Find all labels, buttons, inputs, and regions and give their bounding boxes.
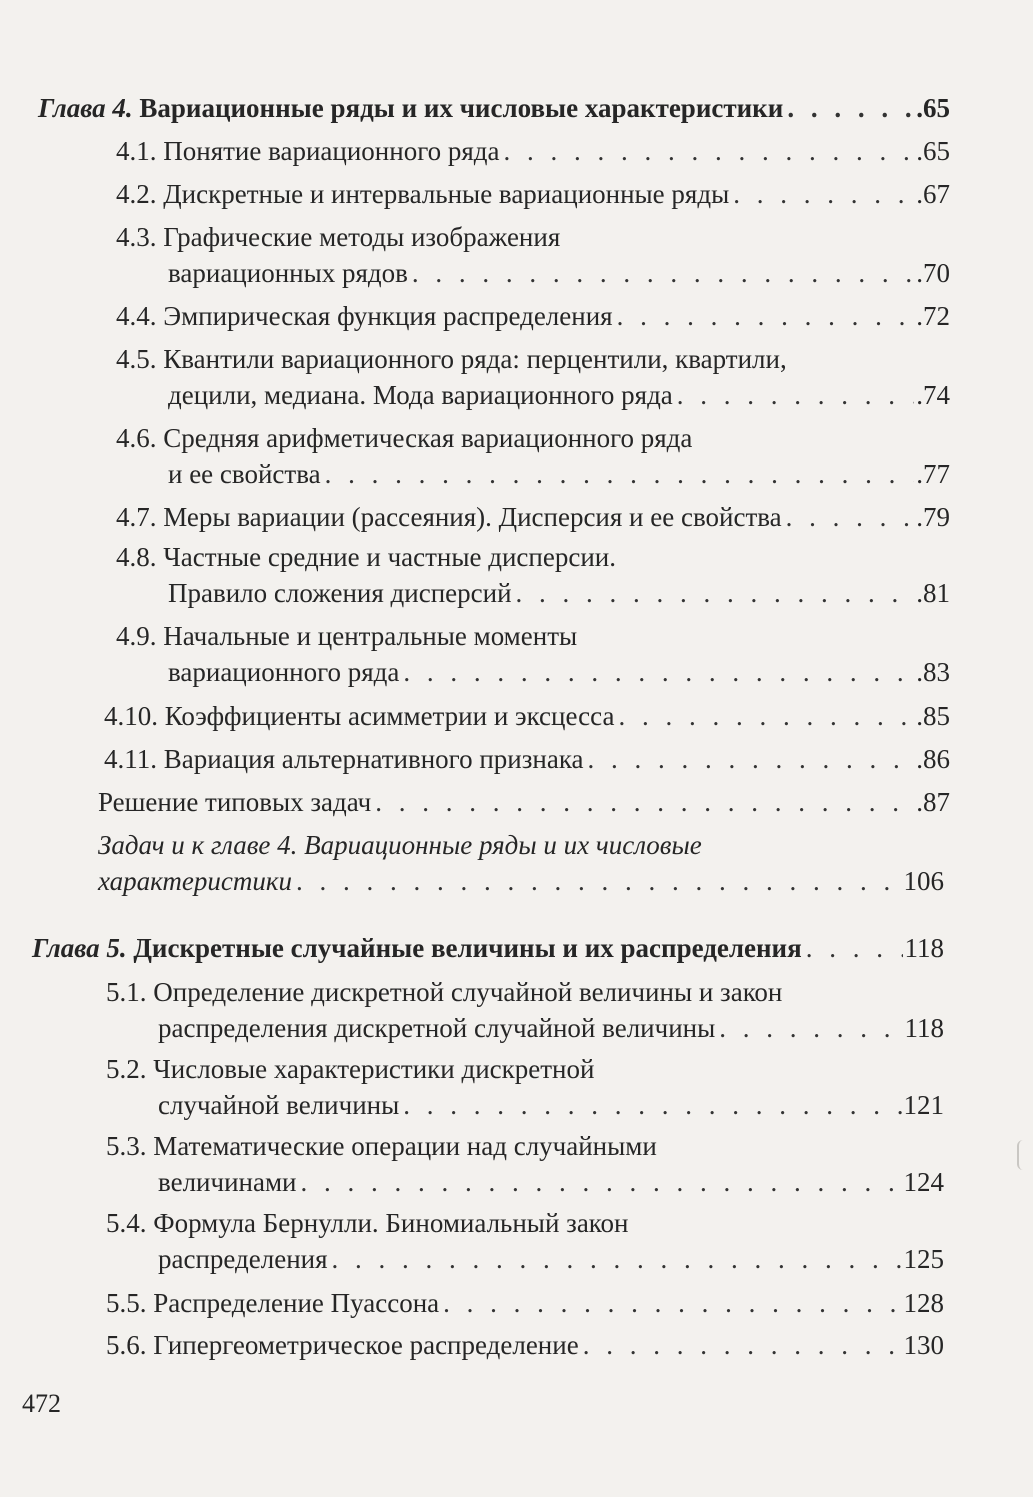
entry-number: 5.6. [106,1330,147,1360]
entry-page: .74 [916,380,950,410]
entry-page: .65 [916,136,950,166]
toc-entry-4-2 [116,178,950,210]
leader-dots [301,1166,902,1198]
entry-title-cont: характеристики [98,866,292,896]
toc-solutions-4 [98,786,950,818]
entry-page: .72 [916,301,950,331]
entry-title-cont: величинами [158,1167,297,1197]
entry-title-cont: децили, медиана. Мода вариационного ряда [168,380,673,410]
toc-entry-4-11 [104,743,950,775]
leader-dots [677,379,914,411]
toc-entry-4-10 [104,700,950,732]
toc-entry-4-6-line1 [116,422,692,454]
entry-title: Меры вариации (рассеяния). Дисперсия и ее свойства [163,502,782,532]
toc-entry-4-6-line2 [168,458,950,490]
entry-title-cont: распределения [158,1244,328,1274]
toc-problems-4-line1: Задач и к главе 4. Вариационные ряды и их числовые [98,830,702,860]
toc-entry-4-1 [116,135,950,167]
leader-dots [806,932,903,964]
chapter-5-heading [32,932,944,964]
toc-entry-5-1-line1 [106,976,782,1008]
entry-page: 121 [903,1090,944,1120]
toc-problems-4-line2 [98,865,944,897]
entry-number: 4.7. [116,502,157,532]
entry-page: 124 [903,1167,944,1197]
leader-dots [375,786,914,818]
entry-number: 5.5. [106,1288,147,1318]
entry-title: Дискретные и интервальные вариационные ряды [163,179,730,209]
chapter-4-title: Вариационные ряды и их числовые характеристики [139,93,784,123]
leader-dots [332,1243,902,1275]
chapter-4-label: Глава 4. [38,93,133,123]
entry-title-cont: вариационного ряда [168,657,400,687]
chapter-4-heading [38,92,950,124]
entry-page: .79 [916,502,950,532]
toc-entry-5-6 [106,1329,944,1361]
toc-entry-5-3-line1 [106,1130,657,1162]
chapter-5-page: 118 [904,933,944,963]
toc-entry-4-5-line1 [116,343,787,375]
chapter-5-label: Глава 5. [32,933,127,963]
leader-dots [786,501,915,533]
entry-number: 5.1. [106,977,147,1007]
leader-dots [787,92,914,124]
entry-title: Распределение Пуассона [153,1288,440,1318]
entry-title-cont: Правило сложения дисперсий [168,578,512,608]
entry-title: Гипергеометрическое распределение [153,1330,579,1360]
leader-dots [412,257,914,289]
entry-title: Формула Бернулли. Биномиальный закон [153,1208,629,1238]
toc-entry-5-1-line2 [158,1012,944,1044]
leader-dots [296,865,902,897]
entry-number: 4.6. [116,423,157,453]
leader-dots [733,178,914,210]
entry-number: 4.3. [116,222,157,252]
leader-dots [618,700,914,732]
leader-dots [588,743,915,775]
entry-page: .77 [916,459,950,489]
entry-page: 118 [904,1013,944,1043]
chapter-5-title: Дискретные случайные величины и их распределения [133,933,802,963]
toc-entry-4-8-line1 [116,541,616,573]
toc-entry-5-2-line2 [158,1089,944,1121]
toc-entry-4-9-line2 [168,656,950,688]
entry-title-cont: случайной величины [158,1090,400,1120]
entry-title: Частные средние и частные дисперсии. [163,542,616,572]
entry-page: .81 [916,578,950,608]
entry-page: .86 [916,744,950,774]
toc-entry-5-4-line2 [158,1243,944,1275]
entry-page: 106 [903,866,944,896]
entry-number: 4.5. [116,344,157,374]
entry-title-cont: распределения дискретной случайной величины [158,1013,716,1043]
toc-entry-5-3-line2 [158,1166,944,1198]
leader-dots [516,577,915,609]
toc-entry-4-3-line1 [116,221,560,253]
entry-title-cont: вариационных рядов [168,258,408,288]
page-number: 472 [22,1389,61,1418]
entry-page: 125 [903,1244,944,1274]
entry-title: Числовые характеристики дискретной [153,1054,595,1084]
leader-dots [325,458,915,490]
toc-entry-4-3-line2 [168,257,950,289]
entry-title: Начальные и центральные моменты [163,621,578,651]
toc-entry-4-9-line1 [116,620,577,652]
binding-mark [1017,1140,1029,1170]
toc-entry-4-4 [116,300,950,332]
toc-entry-4-8-line2 [168,577,950,609]
entry-number: 4.8. [116,542,157,572]
entry-number: 5.2. [106,1054,147,1084]
entry-page: .67 [916,179,950,209]
entry-number: 4.4. [116,301,157,331]
leader-dots [443,1287,901,1319]
leader-dots [403,1089,901,1121]
leader-dots [719,1012,902,1044]
entry-number: 5.4. [106,1208,147,1238]
toc-entry-5-5 [106,1287,944,1319]
leader-dots [583,1329,902,1361]
entry-number: 4.2. [116,179,157,209]
entry-title: Математические операции над случайными [153,1131,657,1161]
entry-page: .85 [916,701,950,731]
entry-number: 4.1. [116,136,157,166]
entry-title: Понятие вариационного ряда [163,136,500,166]
entry-title: Решение типовых задач [98,787,372,817]
entry-title: Эмпирическая функция распределения [163,301,613,331]
leader-dots [617,300,915,332]
chapter-4-page: .65 [916,93,950,123]
entry-title-cont: и ее свойства [168,459,321,489]
entry-page: .83 [916,657,950,687]
leader-dots [504,135,915,167]
entry-page: .87 [916,787,950,817]
entry-page: 130 [903,1330,944,1360]
entry-title: Средняя арифметическая вариационного ряда [163,423,693,453]
entry-title: Графические методы изображения [163,222,561,252]
toc-entry-4-5-line2 [168,379,950,411]
entry-title: Коэффициенты асимметрии и эксцесса [164,701,615,731]
entry-number: 4.10. [104,701,158,731]
toc-entry-4-7 [116,501,950,533]
entry-title: Квантили вариационного ряда: перцентили, квартили, [163,344,787,374]
toc-entry-5-2-line1 [106,1053,594,1085]
entry-number: 4.11. [104,744,157,774]
entry-number: 4.9. [116,621,157,651]
entry-page: 128 [903,1288,944,1318]
entry-page: .70 [916,258,950,288]
leader-dots [403,656,914,688]
entry-number: 5.3. [106,1131,147,1161]
toc-entry-5-4-line1 [106,1207,629,1239]
entry-title: Вариация альтернативного признака [163,744,584,774]
entry-title: Определение дискретной случайной величины и закон [153,977,783,1007]
